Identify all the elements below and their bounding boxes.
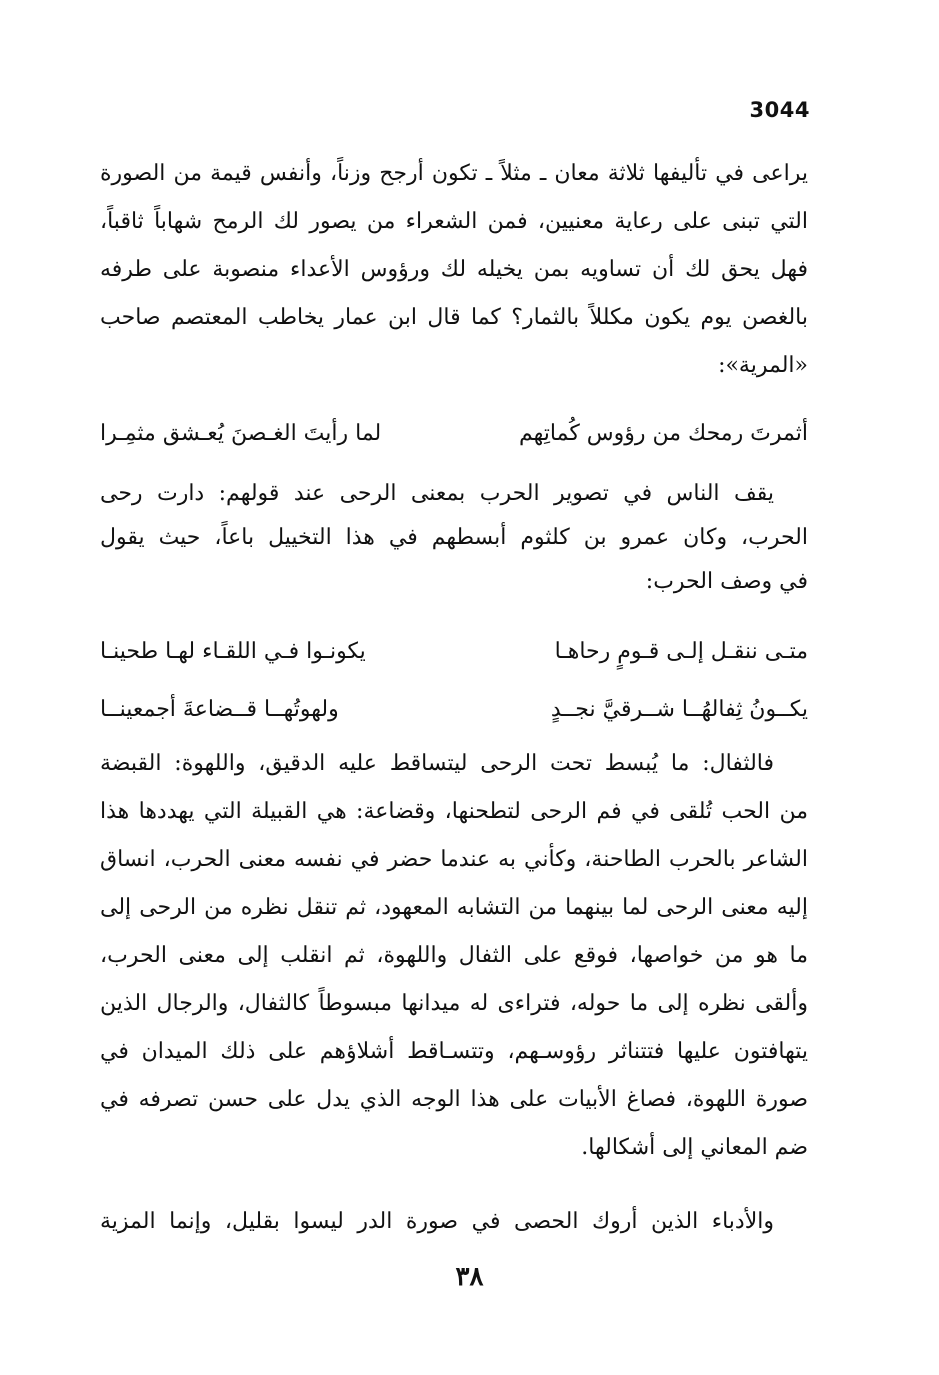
text-line: يقف الناس في تصوير الحرب بمعنى الرحى عند قولهم: دارت رحى: [100, 481, 774, 506]
poetry-verse: [100, 688, 808, 732]
page-code: 3044: [749, 98, 810, 122]
text-line: والأدباء الذين أروك الحصى في صورة الدر ليسوا بقليل، وإنما المزية: [100, 1209, 774, 1234]
text-line: يتهافتون عليها فتتناثر رؤوسـهم، وتتسـاقط أشلاؤهم على ذلك الميدان في: [100, 1039, 808, 1064]
text-line: ما هو من خواصها، فوقع على الثفال واللهوة، ثم انقلب إلى معنى الحرب،: [100, 943, 808, 968]
text-line: «المرية»:: [718, 353, 808, 378]
text-line: صورة اللهوة، فصاغ الأبيات على هذا الوجه الذي يدل على حسن تصرفه في: [100, 1087, 808, 1112]
text-line: الشاعر بالحرب الطاحنة، وكأني به عندما حضر في نفسه معنى الحرب، انساق: [100, 847, 808, 872]
poetry-verse: [100, 412, 808, 456]
text-line: ضم المعاني إلى أشكالها.: [581, 1135, 808, 1160]
text-line: بالغصن يوم يكون مكللاً بالثمار؟ كما قال ابن عمار يخاطب المعتصم صاحب: [100, 305, 808, 330]
text-line: وألقى نظره إلى ما حوله، فتراءى له ميدانها مبسوطاً كالثفال، والرجال الذين: [100, 991, 808, 1016]
verse-second-hemistich: لما رأيتَ الغـصنَ يُعـشق مثمِـرا: [100, 421, 382, 446]
text-line: الحرب، وكان عمرو بن كلثوم أبسطهم في هذا التخييل باعاً، حيث يقول: [100, 525, 808, 550]
paragraph-3: [100, 740, 808, 1172]
verse-first-hemistich: متـى ننقـل إلـى قـومٍ رحاهـا: [554, 639, 808, 664]
verse-second-hemistich: يكونـوا فـي اللقـاء لهـا طحينـا: [100, 639, 366, 664]
verse-first-hemistich: أثمرتَ رمحك من رؤوس كُماتِهم: [519, 421, 808, 446]
paragraph-1: [100, 150, 808, 390]
verse-second-hemistich: ولهوتُهــا قــضاعةَ أجمعينــا: [100, 697, 339, 722]
text-line: إليه معنى الرحى لما بينهما من التشابه المعهود، ثم تنقل نظره من الرحى إلى: [100, 895, 808, 920]
verse-first-hemistich: يكــونُ ثِفالهُــا شــرقيَّ نجــدٍ: [550, 697, 808, 722]
paragraph-4: [100, 1198, 808, 1246]
poetry-verse: [100, 630, 808, 674]
paragraph-2: [100, 472, 808, 604]
text-line: يراعى في تأليفها ثلاثة معان ـ مثلاً ـ تكون أرجح وزناً، وأنفس قيمة من الصورة: [100, 161, 808, 186]
text-line: فهل يحق لك أن تساويه بمن يخيله لك ورؤوس الأعداء منصوبة على طرفه: [100, 257, 808, 282]
text-line: من الحب تُلقى في فم الرحى لتطحنها، وقضاعة: هي القبيلة التي يهددها هذا: [100, 799, 808, 824]
page-number: ٣٨: [455, 1262, 484, 1292]
text-line: التي تبنى على رعاية معنيين، فمن الشعراء من يصور لك الرمح شهاباً ثاقباً،: [100, 209, 808, 234]
text-line: في وصف الحرب:: [645, 569, 808, 594]
text-line: فالثفال: ما يُبسط تحت الرحى ليتساقط عليه الدقيق، واللهوة: القبضة: [100, 751, 774, 776]
